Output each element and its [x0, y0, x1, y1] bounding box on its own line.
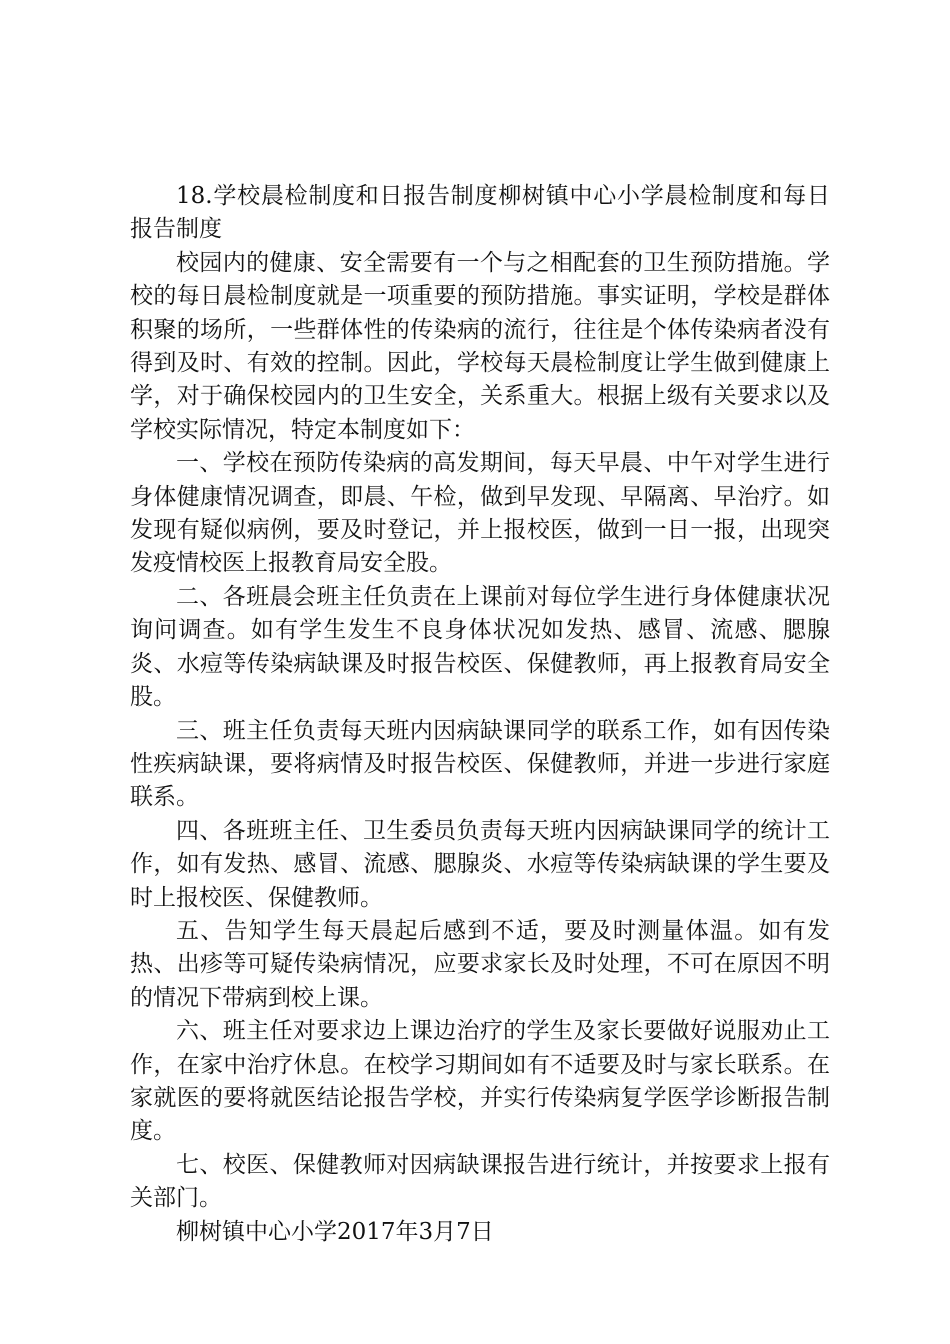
rule-item-5: 五、告知学生每天晨起后感到不适，要及时测量体温。如有发热、出疹等可疑传染病情况，应要求家长及时处理，不可在原因不明的情况下带病到校上课。 — [130, 917, 830, 1011]
rule-item-4: 四、各班班主任、卫生委员负责每天班内因病缺课同学的统计工作，如有发热、感冒、流感、腮腺炎、水痘等传染病缺课的学生要及时上报校医、保健教师。 — [130, 817, 830, 911]
rule-item-3: 三、班主任负责每天班内因病缺课同学的联系工作，如有因传染性疾病缺课，要将病情及时报告校医、保健教师，并进一步进行家庭联系。 — [130, 717, 830, 811]
rule-item-1: 一、学校在预防传染病的高发期间，每天早晨、中午对学生进行身体健康情况调查，即晨、午检，做到早发现、早隔离、早治疗。如发现有疑似病例，要及时登记，并上报校医，做到一日一报，出现突发疫情校医上报教育局安全股。 — [130, 450, 830, 577]
rule-item-7: 七、校医、保健教师对因病缺课报告进行统计，并按要求上报有关部门。 — [130, 1151, 830, 1212]
intro-paragraph: 校园内的健康、安全需要有一个与之相配套的卫生预防措施。学校的每日晨检制度就是一项重要的预防措施。事实证明，学校是群体积聚的场所，一些群体性的传染病的流行，往往是个体传染病者没有得到及时、有效的控制。因此，学校每天晨检制度让学生做到健康上学，对于确保校园内的卫生安全，关系重大。根据上级有关要求以及学校实际情况，特定本制度如下： — [130, 249, 830, 443]
document-body — [130, 180, 830, 1249]
rule-item-2: 二、各班晨会班主任负责在上课前对每位学生进行身体健康状况询问调查。如有学生发生不良身体状况如发热、感冒、流感、腮腺炎、水痘等传染病缺课及时报告校医、保健教师，再上报教育局安全股。 — [130, 583, 830, 711]
rule-item-6: 六、班主任对要求边上课边治疗的学生及家长要做好说服劝止工作，在家中治疗休息。在校学习期间如有不适要及时与家长联系。在家就医的要将就医结论报告学校，并实行传染病复学医学诊断报告制度。 — [130, 1018, 830, 1145]
signature-line: 柳树镇中心小学2017年3月7日 — [176, 1218, 494, 1245]
document-title: 18.学校晨检制度和日报告制度柳树镇中心小学晨检制度和每日报告制度 — [130, 183, 830, 243]
